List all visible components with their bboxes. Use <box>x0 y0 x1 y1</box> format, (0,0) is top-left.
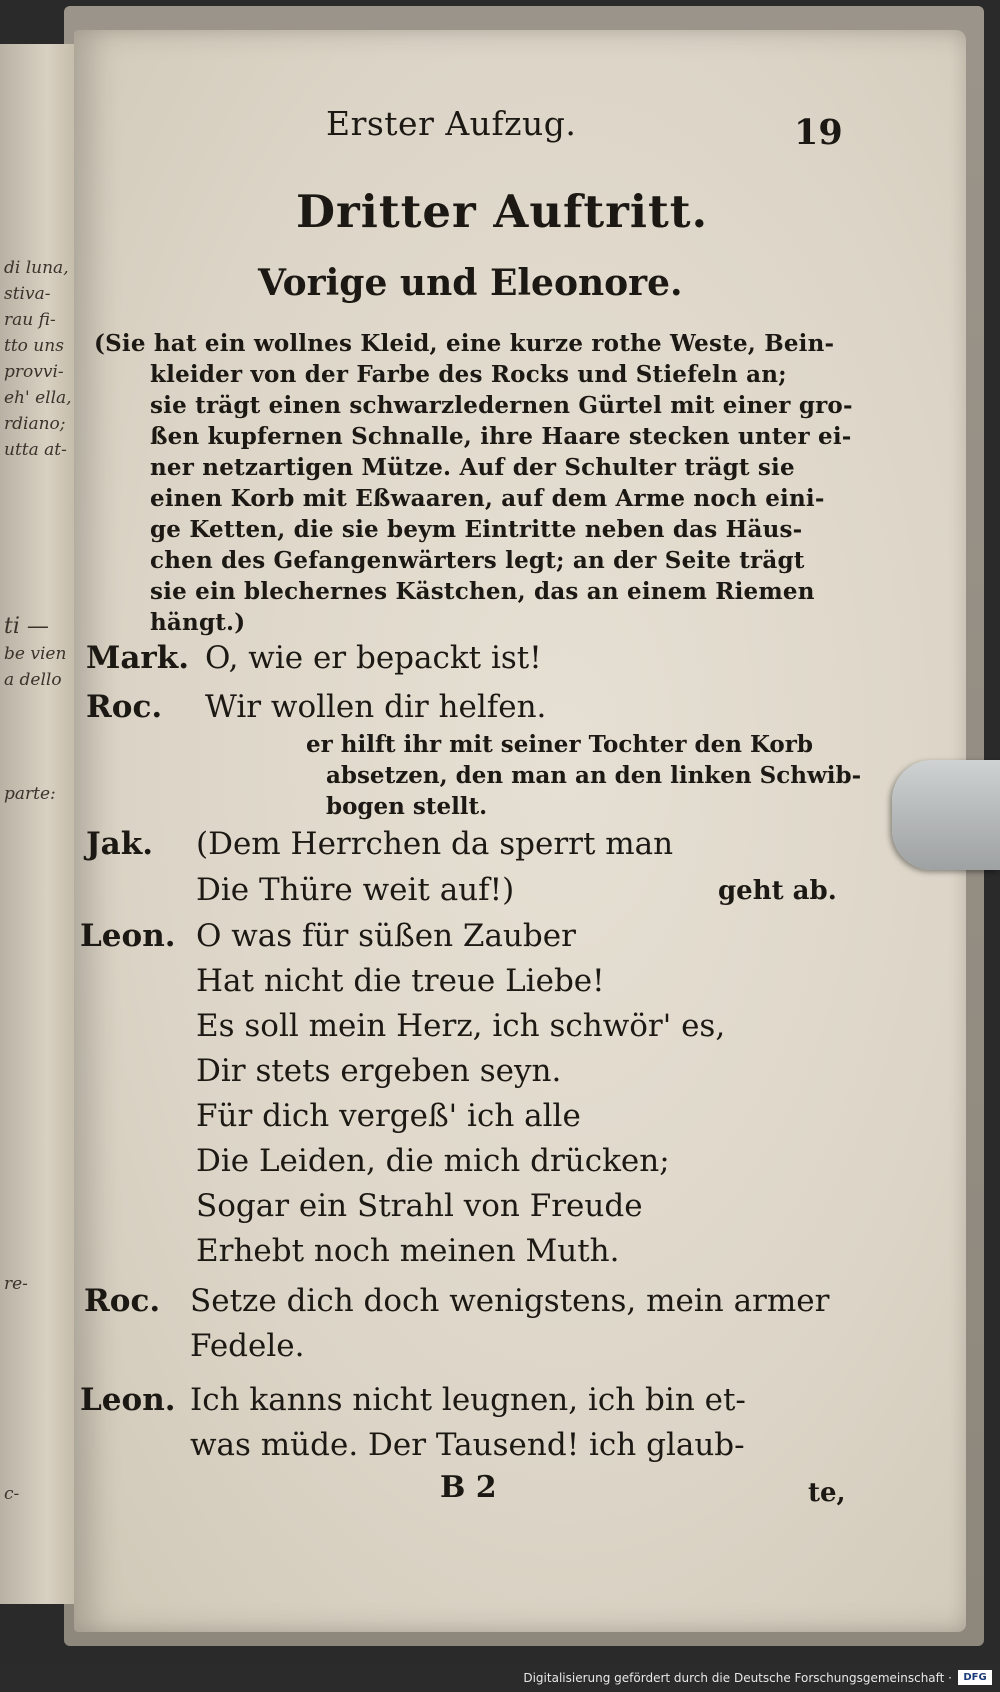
verse-line: Für dich vergeß' ich alle <box>196 1098 581 1134</box>
left-page-fragment: di luna, <box>4 258 69 278</box>
verse-line: O, wie er bepackt ist! <box>205 640 542 676</box>
speaker-label: Jak. <box>86 826 154 862</box>
left-page-fragment: re- <box>4 1274 28 1294</box>
verse-line: Erhebt noch meinen Muth. <box>196 1233 620 1269</box>
speaker-label: Roc. <box>86 689 163 725</box>
bookmark-tab <box>892 760 1000 870</box>
left-page-fragment: be vien <box>4 644 67 664</box>
stage-direction-line: ner netzartigen Mütze. Auf der Schulter trägt sie <box>150 454 795 481</box>
verse-line: Fedele. <box>190 1328 305 1364</box>
stage-direction-line: hängt.) <box>150 609 246 636</box>
stage-direction-line: ßen kupfernen Schnalle, ihre Haare stecken unter ei- <box>150 423 852 450</box>
stage-direction-line: kleider von der Farbe des Rocks und Stiefeln an; <box>150 361 787 388</box>
left-page-fragment: c- <box>4 1484 20 1504</box>
inline-direction-line: bogen stellt. <box>326 793 488 820</box>
left-page-fragment: rdiano; <box>4 414 66 434</box>
verse-line: Sogar ein Strahl von Freude <box>196 1188 643 1224</box>
scene-subtitle: Vorige und Eleonore. <box>258 262 683 304</box>
speaker-label: Leon. <box>80 918 176 954</box>
verse-line: Die Leiden, die mich drücken; <box>196 1143 670 1179</box>
inline-direction-line: absetzen, den man an den linken Schwib- <box>326 762 862 789</box>
verse-line: Setze dich doch wenigstens, mein armer <box>190 1283 830 1319</box>
scene-title: Dritter Auftritt. <box>296 185 709 238</box>
stage-direction-line: chen des Gefangenwärters legt; an der Seite trägt <box>150 547 805 574</box>
stage-direction-line: ge Ketten, die sie beym Eintritte neben das Häus- <box>150 516 803 543</box>
signature-mark: B 2 <box>440 1470 497 1505</box>
left-page-fragment: a dello <box>4 670 62 690</box>
verse-line: Hat nicht die treue Liebe! <box>196 963 605 999</box>
verse-line: was müde. Der Tausend! ich glaub- <box>190 1427 745 1463</box>
exit-direction: geht ab. <box>718 876 837 906</box>
left-page-fragment: parte: <box>4 784 56 804</box>
running-head: Erster Aufzug. <box>326 104 577 143</box>
left-page-fragment: utta at- <box>4 440 67 460</box>
left-page-fragment: rau fi- <box>4 310 56 330</box>
left-page-fragment: provvi- <box>4 362 64 382</box>
left-facing-page <box>0 44 78 1604</box>
left-page-fragment: ti — <box>4 614 49 639</box>
stage-direction-line: sie trägt einen schwarzledernen Gürtel mit einer gro- <box>150 392 853 419</box>
verse-line: Die Thüre weit auf!) <box>196 872 515 908</box>
verse-line: Dir stets ergeben seyn. <box>196 1053 562 1089</box>
verse-line: Wir wollen dir helfen. <box>205 689 547 725</box>
speaker-label: Leon. <box>80 1382 176 1418</box>
catchword: te, <box>808 1478 846 1508</box>
stage-direction-line: einen Korb mit Eßwaaren, auf dem Arme noch eini- <box>150 485 825 512</box>
left-page-fragment: eh' ella, <box>4 388 72 408</box>
stage-direction-line: sie ein blechernes Kästchen, das an einem Riemen <box>150 578 815 605</box>
inline-direction-line: er hilft ihr mit seiner Tochter den Korb <box>306 731 813 758</box>
speaker-label: Roc. <box>84 1283 161 1319</box>
stage-direction-line: (Sie hat ein wollnes Kleid, eine kurze rothe Weste, Bein- <box>94 330 835 357</box>
verse-line: (Dem Herrchen da sperrt man <box>196 826 674 862</box>
verse-line: Es soll mein Herz, ich schwör' es, <box>196 1008 726 1044</box>
page-number: 19 <box>794 112 843 153</box>
speaker-label: Mark. <box>86 640 190 676</box>
left-page-fragment: stiva- <box>4 284 51 304</box>
dfg-logo-icon: DFG <box>958 1670 992 1685</box>
left-page-fragment: tto uns <box>4 336 64 356</box>
footer-credit: Digitalisierung gefördert durch die Deutsche Forschungsgemeinschaft · <box>523 1671 952 1685</box>
verse-line: Ich kanns nicht leugnen, ich bin et- <box>190 1382 746 1418</box>
verse-line: O was für süßen Zauber <box>196 918 576 954</box>
